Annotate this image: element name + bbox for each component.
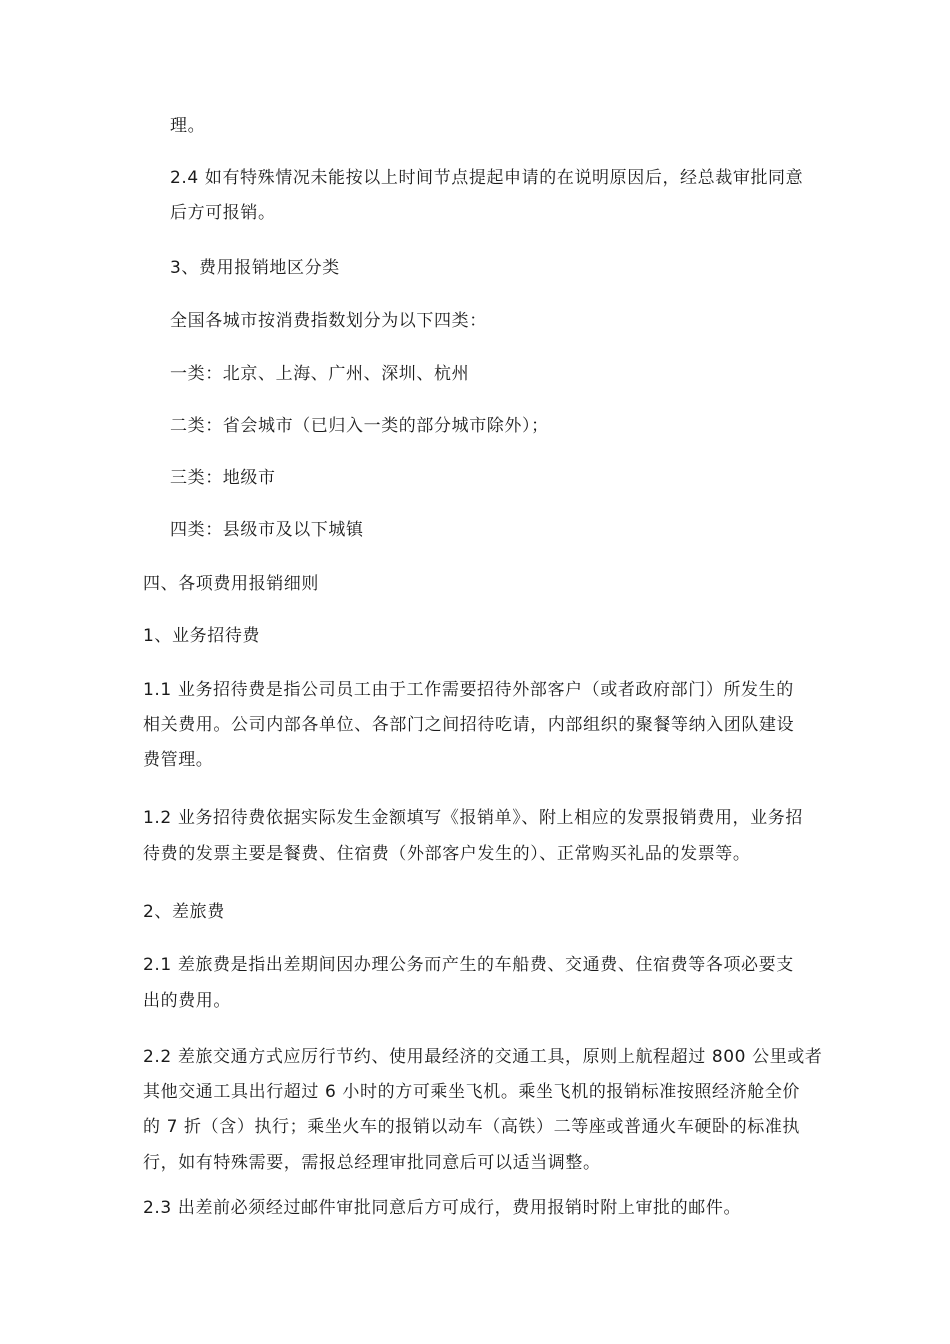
text-line: 2.3 出差前必须经过邮件审批同意后方可成行，费用报销时附上审批的邮件。 <box>143 1198 742 1218</box>
section-heading: 2、差旅费 <box>143 902 225 922</box>
text-line: 1.2 业务招待费依据实际发生金额填写《报销单》、附上相应的发票报销费用，业务招 <box>143 808 803 828</box>
text-line: 的 7 折（含）执行；乘坐火车的报销以动车（高铁）二等座或普通火车硬卧的标准执 <box>143 1117 801 1137</box>
text-line: 1.1 业务招待费是指公司员工由于工作需要招待外部客户（或者政府部门）所发生的 <box>143 680 794 700</box>
text-line: 费管理。 <box>143 750 214 770</box>
text-line: 其他交通工具出行超过 6 小时的方可乘坐飞机。乘坐飞机的报销标准按照经济舱全价 <box>143 1082 801 1102</box>
text-line: 后方可报销。 <box>170 203 276 223</box>
text-line: 2.2 差旅交通方式应厉行节约、使用最经济的交通工具，原则上航程超过 800 公里或者 <box>143 1047 823 1067</box>
section-heading: 四、各项费用报销细则 <box>143 574 319 594</box>
section-heading: 1、业务招待费 <box>143 626 261 646</box>
text-line: 理。 <box>170 116 206 136</box>
text-line: 全国各城市按消费指数划分为以下四类： <box>170 311 487 331</box>
text-line: 出的费用。 <box>143 991 231 1011</box>
list-item: 一类：北京、上海、广州、深圳、杭州 <box>170 364 470 384</box>
list-item: 四类：县级市及以下城镇 <box>170 520 364 540</box>
text-line: 行，如有特殊需要，需报总经理审批同意后可以适当调整。 <box>143 1153 601 1173</box>
list-item: 三类：地级市 <box>170 468 276 488</box>
list-item: 二类：省会城市（已归入一类的部分城市除外）； <box>170 416 549 436</box>
text-line: 待费的发票主要是餐费、住宿费（外部客户发生的）、正常购买礼品的发票等。 <box>143 844 751 864</box>
section-heading: 3、费用报销地区分类 <box>170 258 340 278</box>
text-line: 2.1 差旅费是指出差期间因办理公务而产生的车船费、交通费、住宿费等各项必要支 <box>143 955 794 975</box>
text-line: 2.4 如有特殊情况未能按以上时间节点提起申请的在说明原因后，经总裁审批同意 <box>170 168 804 188</box>
text-line: 相关费用。公司内部各单位、各部门之间招待吃请，内部组织的聚餐等纳入团队建设 <box>143 715 795 735</box>
